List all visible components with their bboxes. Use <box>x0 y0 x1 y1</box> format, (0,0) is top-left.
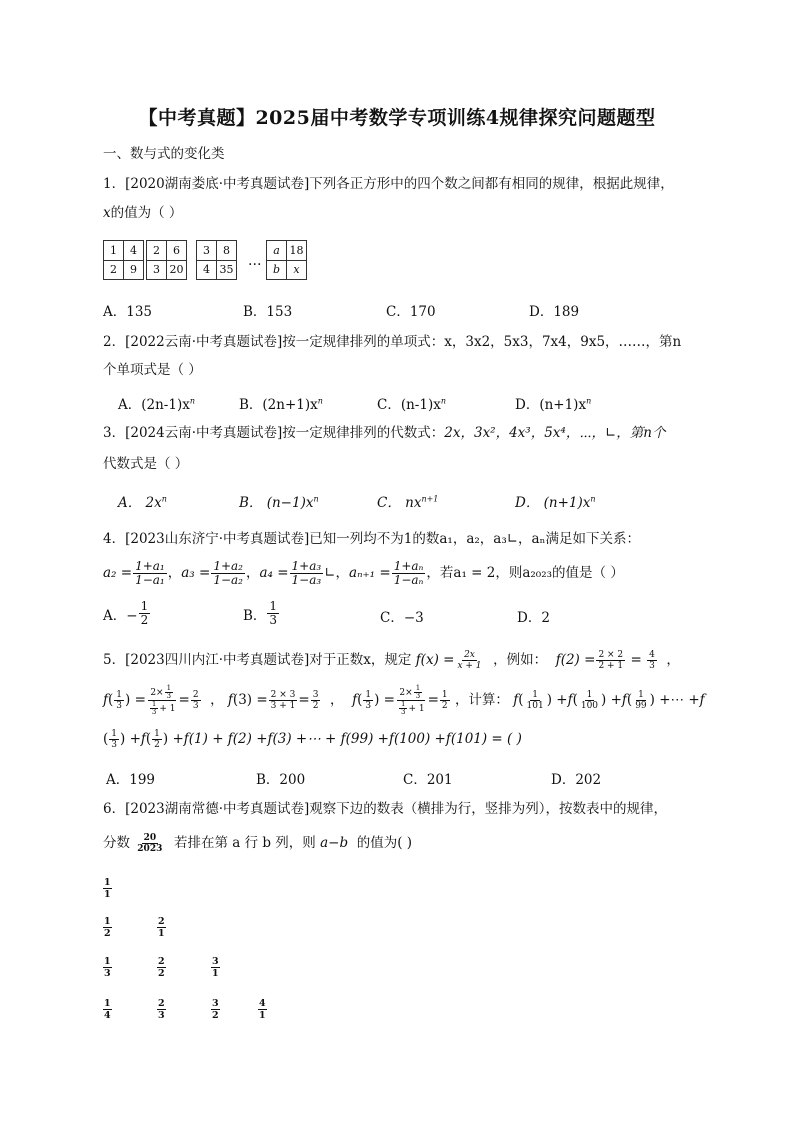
number-square <box>103 240 144 280</box>
option-b[interactable]: B． $(n-1)x^n$ <box>239 494 319 511</box>
question-5-text: 5．[2023四川内江·中考真题试卷]对于正数x，规定 f(x) = $\frac{2x}{x + 1}$ ，例如： f(2) = $\frac{2 \times 2}{2 + 1}$ = $\frac{4}{3}$ ， <box>103 649 680 671</box>
number-square <box>146 240 187 280</box>
option-a[interactable]: A．$(2n-1)x^n$ <box>118 396 195 413</box>
option-a[interactable]: A．199 <box>106 772 156 788</box>
square-cell: 4 <box>197 260 217 280</box>
question-2-text: 2．[2022云南·中考真题试卷]按一定规律排列的单项式：x，3x2，5x3，7x4，9x5，……，第n <box>103 334 682 350</box>
option-a[interactable]: A．135 <box>103 304 153 320</box>
square-cell: 20 <box>167 260 187 280</box>
page-title: 【中考真题】2025届中考数学专项训练4规律探究问题题型 <box>138 107 656 129</box>
option-b[interactable]: B．200 <box>256 772 306 788</box>
square-cell: a <box>267 241 287 261</box>
square-cell: x <box>287 260 307 280</box>
fraction-cell: $\frac{1}{1}$ <box>104 877 111 900</box>
option-b[interactable]: B．$(2n+1)x^n$ <box>239 396 323 413</box>
square-cell: 8 <box>217 241 237 261</box>
fraction-cell: $\frac{4}{1}$ <box>259 998 266 1021</box>
question-6-text-2: 分数 $\frac{20}{2023}$ 若排在第 a 行 b 列，则 a−b 的值为( ) <box>103 832 413 854</box>
option-d[interactable]: D．$(n+1)x^n$ <box>515 396 592 413</box>
option-c[interactable]: C．201 <box>403 772 453 788</box>
question-5-sum: ( $\frac{1}{3}$ ) + f ( $\frac{1}{2}$ ) +f(1) + f(2) +f(3) +⋯ + f(99) +f(100) +f(101) = ( ) <box>103 728 522 750</box>
question-4-relations: a₂ = $\frac{\text{1+a₁}}{\text{1−a₁}}$ ， a₃ = $\frac{\text{1+a₂}}{\text{1−a₂}}$ ， a₄ = $\frac{\text{1+a₃}}{\text{1−a₃}}$ ∟， aₙ₊₁ = $\frac{\text{1+aₙ}}{\text{1−aₙ}}$ ，若a₁ = 2，则a₂₀₂₃的值是（ ） <box>103 558 624 587</box>
question-2-text-2: 个单项式是（ ） <box>103 362 202 378</box>
square-cell: 1 <box>104 241 124 261</box>
question-6-text: 6．[2023湖南常德·中考真题试卷]观察下边的数表（横排为行，竖排为列），按数表中的规律， <box>103 801 668 817</box>
question-4-text: 4．[2023山东济宁·中考真题试卷]已知一列均不为1的数a₁，a₂，a₃∟，aₙ满足如下关系： <box>103 531 640 547</box>
question-1-text-2: x的值为（ ） <box>103 205 183 221</box>
option-c[interactable]: C． $nx^{n+1}$ <box>377 494 439 511</box>
fraction-cell: $\frac{2}{1}$ <box>158 916 165 939</box>
square-cell: 18 <box>287 241 307 261</box>
option-d[interactable]: D．202 <box>551 772 602 788</box>
option-d[interactable]: D．2 <box>517 610 550 626</box>
option-b[interactable]: B． $\frac{1}{3}$ <box>243 599 278 627</box>
fraction-cell: $\frac{1}{2}$ <box>104 916 111 939</box>
var-x: x <box>103 205 111 221</box>
option-c[interactable]: C．$(n-1)x^n$ <box>377 396 446 413</box>
option-a[interactable]: A．− $\frac{1}{2}$ <box>103 599 149 627</box>
square-cell: 6 <box>167 241 187 261</box>
square-cell: 2 <box>104 260 124 280</box>
fraction-cell: $\frac{2}{2}$ <box>158 956 165 979</box>
option-d[interactable]: D． $(n+1)x^n$ <box>515 494 596 511</box>
fraction-cell: $\frac{1}{4}$ <box>104 998 111 1021</box>
question-3-text: 3．[2024云南·中考真题试卷]按一定规律排列的代数式：2x，3x²，4x³，5x⁴，⋯，∟，第n个 <box>103 425 666 441</box>
square-cell: 3 <box>197 241 217 261</box>
fraction-cell: $\frac{3}{2}$ <box>212 998 219 1021</box>
number-square <box>196 240 237 280</box>
ellipsis: … <box>248 253 262 269</box>
option-b[interactable]: B．153 <box>243 304 293 320</box>
option-c[interactable]: C．170 <box>386 304 436 320</box>
number-square <box>266 240 307 280</box>
question-1-text: 1．[2020湖南娄底·中考真题试卷]下列各正方形中的四个数之间都有相同的规律，根据此规律， <box>103 176 674 192</box>
square-cell: b <box>267 260 287 280</box>
option-d[interactable]: D．189 <box>529 304 580 320</box>
question-5-examples: f ( $\frac{1}{3}$ ) = 2× $\frac{1}{3}$ $\frac{1}{3}$ + 1 = $\frac{2}{3}$ ， f (3) = $\frac{2 \times 3}{3 + 1}$ = $\frac{3}{2}$ ， f ( $\frac{1}{3}$ ) = 2× $\frac{1}{3}$ $\frac{1}{3}$ + 1 = $\frac{1}{2}$ ，计算： f ( $\frac{1}{101}$ ) + f ( $\frac{1}{100}$ ) + f ( $\frac{1}{99}$ ) +⋯ + f <box>103 683 705 716</box>
square-cell: 35 <box>217 260 237 280</box>
square-cell: 2 <box>147 241 167 261</box>
square-cell: 9 <box>124 260 144 280</box>
square-cell: 4 <box>124 241 144 261</box>
section-heading: 一、数与式的变化类 <box>103 146 225 162</box>
question-3-text-2: 代数式是（ ） <box>103 456 189 472</box>
fraction-cell: $\frac{3}{1}$ <box>212 956 219 979</box>
square-cell: 3 <box>147 260 167 280</box>
option-c[interactable]: C．−3 <box>380 610 424 626</box>
fraction-cell: $\frac{2}{3}$ <box>158 998 165 1021</box>
option-a[interactable]: A． $2x^n$ <box>118 494 167 511</box>
fraction-cell: $\frac{1}{3}$ <box>104 956 111 979</box>
